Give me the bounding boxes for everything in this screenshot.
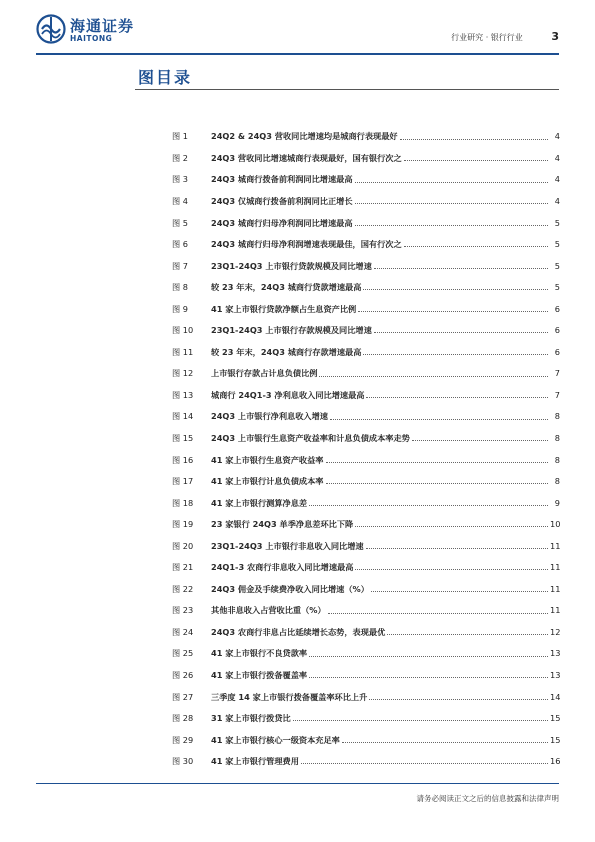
- toc-entry-number: 图 15: [172, 433, 194, 443]
- toc-entry[interactable]: [172, 550, 560, 572]
- toc-entry-leader: [326, 483, 549, 484]
- toc-entry-title: 41 家上市银行管理费用: [211, 756, 299, 767]
- toc-entry-page: 13: [550, 670, 561, 681]
- toc-entry-page: 7: [554, 389, 560, 400]
- toc-entry-number: 图 21: [172, 562, 194, 573]
- toc-entry-leader: [404, 246, 548, 247]
- toc-entry-page: 9: [554, 497, 560, 508]
- toc-entry-title: 23Q1-24Q3 上市银行非息收入同比增速: [211, 540, 364, 551]
- toc-entry-title: 24Q1-3 农商行非息收入同比增速最高: [211, 562, 354, 573]
- header-meta: [451, 30, 559, 43]
- toc-entry[interactable]: [172, 141, 560, 163]
- toc-entry-title: 上市银行存款占计息负债比例: [211, 368, 318, 379]
- toc-entry-title: 23Q1-24Q3 上市银行存款规模及同比增速: [211, 325, 372, 336]
- toc-entry-page: 4: [554, 131, 560, 142]
- toc-entry[interactable]: [172, 378, 560, 400]
- toc-entry-leader: [412, 440, 548, 441]
- toc-entry-title: 31 家上市银行拨贷比: [211, 713, 291, 724]
- toc-entry-leader: [309, 677, 548, 678]
- toc-entry-leader: [371, 591, 548, 592]
- toc-entry[interactable]: [172, 205, 560, 227]
- toc-entry-title: 24Q3 城商行拨备前利润同比增速最高: [211, 174, 353, 185]
- toc-entry-number: 图 13: [172, 389, 194, 400]
- toc-entry-leader: [293, 720, 548, 721]
- toc-entry[interactable]: [172, 571, 560, 593]
- toc-entry-leader: [355, 526, 548, 527]
- toc-entry-page: 8: [554, 433, 560, 443]
- toc-entry-number: 图 10: [172, 325, 194, 336]
- toc-entry-title: 23Q1-24Q3 上市银行贷款规模及同比增速: [211, 260, 372, 271]
- toc-entry[interactable]: [172, 421, 560, 443]
- toc-entry-leader: [374, 332, 548, 333]
- toc-entry-title: 24Q3 佣金及手续费净收入同比增速（%）: [211, 583, 369, 594]
- toc-entry-page: 6: [554, 325, 560, 336]
- toc-entry-page: 16: [550, 756, 561, 767]
- toc-entry-leader: [309, 656, 548, 657]
- toc-entry-number: 图 14: [172, 411, 194, 422]
- toc-entry-title: 24Q3 仅城商行拨备前利润同比正增长: [211, 195, 353, 206]
- toc-entry-number: 图 1: [172, 131, 188, 142]
- toc-entry-page: 15: [550, 734, 561, 745]
- toc-entry-number: 图 30: [172, 756, 194, 767]
- toc-entry-leader: [342, 742, 548, 743]
- toc-entry-number: 图 29: [172, 734, 194, 745]
- toc-entry[interactable]: [172, 485, 560, 507]
- toc-entry-page: 8: [554, 454, 560, 465]
- toc-entry-number: 图 16: [172, 454, 194, 465]
- footer-divider: [36, 783, 559, 784]
- toc-entry-leader: [319, 376, 548, 377]
- toc-entry-title: 24Q3 营收同比增速城商行表现最好，国有银行次之: [211, 152, 402, 163]
- toc-entry-leader: [355, 203, 548, 204]
- toc-entry-title: 三季度 14 家上市银行拨备覆盖率环比上升: [211, 691, 368, 702]
- toc-entry-page: 5: [554, 239, 560, 250]
- toc-entry-title: 41 家上市银行不良贷款率: [211, 648, 308, 659]
- toc-entry-number: 图 11: [172, 346, 194, 357]
- toc-entry-number: 图 27: [172, 691, 194, 702]
- toc-entry[interactable]: [172, 636, 560, 658]
- toc-entry-leader: [366, 548, 548, 549]
- toc-entry-number: 图 24: [172, 626, 194, 637]
- toc-entry-page: 11: [550, 540, 561, 551]
- toc-entry-page: 8: [554, 411, 560, 422]
- toc-entry-leader: [387, 634, 548, 635]
- toc-entry[interactable]: [172, 248, 560, 270]
- toc-entry-title: 41 家上市银行拨备覆盖率: [211, 670, 308, 681]
- toc-entry-page: 5: [554, 282, 560, 293]
- toc-entry-leader: [330, 419, 548, 420]
- toc-entry-number: 图 28: [172, 713, 194, 724]
- toc-entry-title: 较 23 年末，24Q3 城商行存款增速最高: [211, 346, 362, 357]
- toc-entry-title: 23 家银行 24Q3 单季净息差环比下降: [211, 519, 354, 530]
- toc-entry[interactable]: [172, 334, 560, 356]
- toc-entry-number: 图 9: [172, 303, 188, 314]
- toc-entry-page: 12: [550, 626, 561, 637]
- toc-entry-leader: [309, 505, 548, 506]
- toc-entry-number: 图 6: [172, 239, 188, 250]
- toc-entry[interactable]: [172, 679, 560, 701]
- toc-entry-number: 图 22: [172, 583, 194, 594]
- figure-list: [172, 119, 560, 765]
- toc-entry-number: 图 19: [172, 519, 194, 530]
- toc-entry-title: 24Q3 城商行归母净利润同比增速最高: [211, 217, 353, 228]
- toc-entry-page: 10: [550, 519, 561, 530]
- haitong-logo: [36, 14, 146, 50]
- toc-entry[interactable]: [172, 528, 560, 550]
- toc-entry-leader: [374, 268, 548, 269]
- toc-entry-page: 15: [550, 713, 561, 724]
- page-number: 3: [551, 30, 559, 43]
- toc-entry[interactable]: [172, 615, 560, 637]
- toc-entry[interactable]: [172, 313, 560, 335]
- toc-entry-title: 24Q3 上市银行生息资产收益率和计息负债成本率走势: [211, 433, 410, 443]
- toc-entry-number: 图 7: [172, 260, 188, 271]
- logo-english-name: HAITONG: [70, 34, 113, 43]
- toc-entry[interactable]: [172, 291, 560, 313]
- toc-entry-page: 14: [550, 691, 561, 702]
- toc-entry-number: 图 17: [172, 476, 194, 487]
- toc-entry-number: 图 3: [172, 174, 188, 185]
- toc-entry[interactable]: [172, 162, 560, 184]
- toc-entry[interactable]: [172, 507, 560, 529]
- toc-entry-title: 其他非息收入占营收比重（%）: [211, 605, 326, 616]
- toc-entry-leader: [363, 354, 548, 355]
- toc-entry-number: 图 23: [172, 605, 194, 616]
- toc-entry-page: 11: [550, 583, 561, 594]
- toc-entry-number: 图 4: [172, 195, 188, 206]
- toc-entry-title: 41 家上市银行测算净息差: [211, 497, 308, 508]
- toc-entry-leader: [301, 763, 548, 764]
- toc-entry-page: 4: [554, 174, 560, 185]
- toc-entry-page: 5: [554, 217, 560, 228]
- toc-title: 图目录: [138, 68, 193, 87]
- toc-entry-number: 图 5: [172, 217, 188, 228]
- toc-entry-page: 11: [550, 562, 561, 573]
- toc-entry-leader: [355, 225, 548, 226]
- logo-chinese-name: 海通证券: [70, 17, 135, 35]
- toc-entry-leader: [369, 699, 548, 700]
- toc-entry-page: 6: [554, 303, 560, 314]
- toc-entry-title: 24Q3 城商行归母净利润增速表现最佳，国有行次之: [211, 239, 402, 250]
- toc-entry-title: 24Q3 农商行非息占比延续增长态势，表现最优: [211, 626, 386, 637]
- toc-entry-page: 6: [554, 346, 560, 357]
- toc-entry-leader: [366, 397, 548, 398]
- toc-entry-number: 图 2: [172, 152, 188, 163]
- toc-title-divider: [135, 89, 559, 90]
- toc-entry-leader: [355, 569, 548, 570]
- toc-entry[interactable]: [172, 701, 560, 723]
- toc-entry-leader: [363, 289, 548, 290]
- toc-entry[interactable]: [172, 399, 560, 421]
- toc-entry[interactable]: [172, 184, 560, 206]
- toc-entry-number: 图 26: [172, 670, 194, 681]
- toc-entry-leader: [404, 160, 548, 161]
- toc-entry-number: 图 8: [172, 282, 188, 293]
- toc-entry[interactable]: [172, 227, 560, 249]
- toc-entry-page: 11: [550, 605, 561, 616]
- toc-entry-title: 较 23 年末，24Q3 城商行贷款增速最高: [211, 282, 362, 293]
- toc-entry-number: 图 12: [172, 368, 194, 379]
- toc-entry-leader: [328, 613, 548, 614]
- toc-entry[interactable]: [172, 593, 560, 615]
- toc-entry-page: 4: [554, 152, 560, 163]
- toc-entry[interactable]: [172, 270, 560, 292]
- toc-entry-title: 城商行 24Q1-3 净利息收入同比增速最高: [211, 389, 365, 400]
- toc-entry-title: 41 家上市银行核心一级资本充足率: [211, 734, 340, 745]
- toc-entry-leader: [400, 139, 548, 140]
- toc-entry-number: 图 20: [172, 540, 194, 551]
- toc-entry-title: 24Q3 上市银行净利息收入增速: [211, 411, 328, 422]
- toc-entry-page: 13: [550, 648, 561, 659]
- toc-entry[interactable]: [172, 744, 560, 766]
- toc-entry[interactable]: [172, 442, 560, 464]
- toc-entry-page: 5: [554, 260, 560, 271]
- toc-entry[interactable]: [172, 464, 560, 486]
- page-header: [36, 10, 559, 52]
- toc-entry-leader: [326, 462, 549, 463]
- toc-entry-title: 24Q2 & 24Q3 营收同比增速均是城商行表现最好: [211, 131, 398, 142]
- header-section: 行业研究 · 银行行业: [451, 33, 523, 42]
- toc-entry[interactable]: [172, 356, 560, 378]
- toc-entry-title: 41 家上市银行生息资产收益率: [211, 454, 324, 465]
- toc-entry-title: 41 家上市银行计息负债成本率: [211, 476, 324, 487]
- toc-entry-number: 图 18: [172, 497, 194, 508]
- toc-entry[interactable]: [172, 119, 560, 141]
- header-divider: [36, 53, 559, 55]
- toc-entry-title: 41 家上市银行贷款净额占生息资产比例: [211, 303, 357, 314]
- toc-entry-page: 8: [554, 476, 560, 487]
- toc-entry-leader: [358, 311, 548, 312]
- toc-entry-leader: [355, 182, 548, 183]
- toc-entry-number: 图 25: [172, 648, 194, 659]
- toc-entry-page: 4: [554, 195, 560, 206]
- haitong-logo-icon: [36, 14, 66, 44]
- toc-entry[interactable]: [172, 658, 560, 680]
- footer-disclaimer: 请务必阅读正文之后的信息披露和法律声明: [416, 794, 559, 803]
- toc-entry[interactable]: [172, 722, 560, 744]
- toc-entry-page: 7: [554, 368, 560, 379]
